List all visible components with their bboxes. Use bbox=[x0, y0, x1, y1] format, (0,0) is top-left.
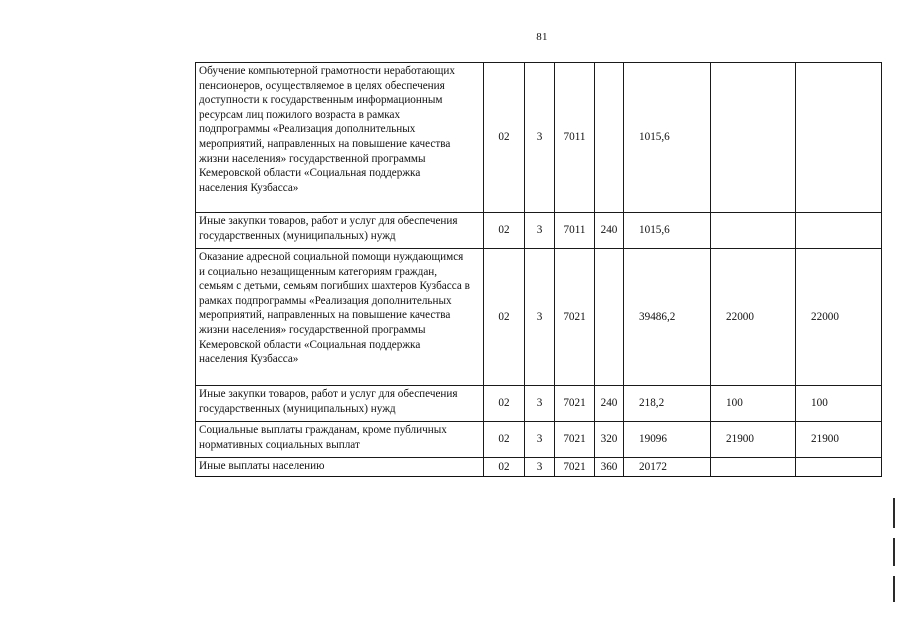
expense-name-line: жизни населения» государственной программы bbox=[199, 152, 426, 165]
sum-3-cell bbox=[796, 458, 882, 477]
table-row bbox=[196, 386, 882, 422]
expense-name-line: мероприятий, направленных на повышение качества bbox=[199, 137, 451, 150]
expense-name-line: Кемеровской области «Социальная поддержка bbox=[199, 167, 421, 180]
expense-name-cell bbox=[196, 422, 484, 458]
target-code-cell: 7021 bbox=[555, 249, 595, 386]
subsection-code-cell: 3 bbox=[525, 386, 555, 422]
sum-3-cell: 22000 bbox=[796, 249, 882, 386]
expense-name-line: Кемеровской области «Социальная поддержка bbox=[199, 338, 421, 351]
sum-2-cell: 21900 bbox=[711, 422, 796, 458]
expense-name-line: населения Кузбасса» bbox=[199, 181, 299, 194]
expense-name-line: Иные закупки товаров, работ и услуг для обеспечения bbox=[199, 215, 458, 227]
expense-name-line: Иные закупки товаров, работ и услуг для обеспечения bbox=[199, 388, 458, 400]
expense-name-line: семьям с детьми, семьям погибших шахтеров Кузбасса в bbox=[199, 280, 470, 293]
target-code-cell: 7021 bbox=[555, 458, 595, 477]
budget-table bbox=[195, 62, 882, 477]
scan-edge-mark bbox=[893, 498, 895, 528]
subsection-code-cell: 3 bbox=[525, 422, 555, 458]
section-code-cell: 02 bbox=[484, 213, 525, 249]
sum-1-cell: 39486,2 bbox=[624, 249, 711, 386]
expense-name-cell bbox=[196, 458, 484, 477]
page-number: 81 bbox=[536, 31, 548, 43]
expense-name-line: населения Кузбасса» bbox=[199, 353, 299, 366]
section-code-cell: 02 bbox=[484, 458, 525, 477]
target-code-cell: 7011 bbox=[555, 213, 595, 249]
expense-name-line: Обучение компьютерной грамотности неработающих bbox=[199, 65, 455, 77]
scan-edge-mark bbox=[893, 576, 895, 602]
target-code-cell: 7021 bbox=[555, 422, 595, 458]
expense-name-line: и социально незащищенным категориям граждан, bbox=[199, 265, 438, 278]
sum-1-cell: 20172 bbox=[624, 458, 711, 477]
expense-name-line: жизни населения» государственной программы bbox=[199, 323, 426, 336]
section-code-cell: 02 bbox=[484, 249, 525, 386]
sum-2-cell bbox=[711, 458, 796, 477]
expense-name-line: рамках подпрограммы «Реализация дополнительных bbox=[199, 294, 452, 307]
table-row bbox=[196, 422, 882, 458]
section-code-cell: 02 bbox=[484, 63, 525, 213]
table-row bbox=[196, 213, 882, 249]
subsection-code-cell: 3 bbox=[525, 63, 555, 213]
expense-type-cell: 240 bbox=[595, 213, 624, 249]
sum-3-cell: 100 bbox=[796, 386, 882, 422]
table-row bbox=[196, 458, 882, 477]
expense-name-line: подпрограммы «Реализация дополнительных bbox=[199, 123, 416, 136]
expense-name-cell bbox=[196, 386, 484, 422]
expense-name-line: нормативных социальных выплат bbox=[199, 438, 360, 451]
sum-3-cell bbox=[796, 63, 882, 213]
section-code-cell: 02 bbox=[484, 386, 525, 422]
target-code-cell: 7011 bbox=[555, 63, 595, 213]
sum-1-cell: 1015,6 bbox=[624, 213, 711, 249]
table-row bbox=[196, 63, 882, 213]
expense-name-line: государственных (муниципальных) нужд bbox=[199, 229, 396, 242]
sum-1-cell: 1015,6 bbox=[624, 63, 711, 213]
sum-1-cell: 19096 bbox=[624, 422, 711, 458]
section-code-cell: 02 bbox=[484, 422, 525, 458]
expense-name-line: Иные выплаты населению bbox=[199, 460, 325, 472]
expense-name-cell bbox=[196, 213, 484, 249]
expense-type-cell: 320 bbox=[595, 422, 624, 458]
expense-name-line: Оказание адресной социальной помощи нуждающимся bbox=[199, 251, 464, 263]
expense-name-line: мероприятий, направленных на повышение качества bbox=[199, 309, 451, 322]
subsection-code-cell: 3 bbox=[525, 249, 555, 386]
expense-type-cell bbox=[595, 63, 624, 213]
subsection-code-cell: 3 bbox=[525, 458, 555, 477]
expense-name-line: пенсионеров, осуществляемое в целях обеспечения bbox=[199, 79, 445, 92]
scan-edge-mark bbox=[893, 538, 895, 566]
expense-name-cell bbox=[196, 63, 484, 213]
table-row bbox=[196, 249, 882, 386]
sum-2-cell: 22000 bbox=[711, 249, 796, 386]
expense-type-cell: 360 bbox=[595, 458, 624, 477]
subsection-code-cell: 3 bbox=[525, 213, 555, 249]
sum-2-cell bbox=[711, 213, 796, 249]
sum-3-cell: 21900 bbox=[796, 422, 882, 458]
expense-type-cell bbox=[595, 249, 624, 386]
sum-3-cell bbox=[796, 213, 882, 249]
expense-name-line: ресурсам лиц пожилого возраста в рамках bbox=[199, 108, 401, 121]
target-code-cell: 7021 bbox=[555, 386, 595, 422]
expense-name-line: доступности к государственным информационным bbox=[199, 94, 443, 107]
expense-name-line: Социальные выплаты гражданам, кроме публичных bbox=[199, 424, 447, 436]
sum-1-cell: 218,2 bbox=[624, 386, 711, 422]
expense-name-cell bbox=[196, 249, 484, 386]
expense-type-cell: 240 bbox=[595, 386, 624, 422]
sum-2-cell bbox=[711, 63, 796, 213]
expense-name-line: государственных (муниципальных) нужд bbox=[199, 402, 396, 415]
sum-2-cell: 100 bbox=[711, 386, 796, 422]
